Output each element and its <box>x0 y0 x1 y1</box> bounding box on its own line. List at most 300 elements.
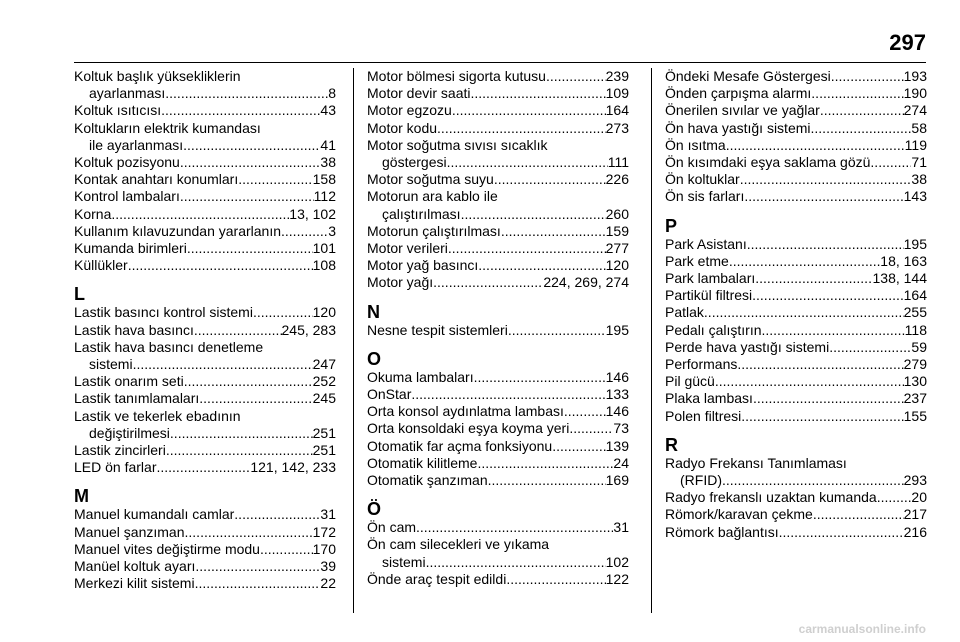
leader-dots <box>820 102 904 119</box>
entry-heading: Motor soğutma sıvısı sıcaklık <box>367 136 548 153</box>
entry-page-refs: 159 <box>605 222 629 239</box>
index-column-1 <box>74 68 336 592</box>
entry-term: Perde hava yastığı sistemi <box>665 338 830 355</box>
leader-dots <box>722 472 904 489</box>
entry-term: Römork bağlantısı <box>665 523 779 540</box>
entry-page-refs: 120 <box>312 304 336 321</box>
entry-term: Ön sis farları <box>665 188 745 205</box>
entry-term: Motor verileri <box>367 240 448 257</box>
entry-page-refs: 217 <box>903 506 927 523</box>
leader-dots <box>156 459 250 476</box>
leader-dots <box>744 188 903 205</box>
index-entry <box>74 304 336 321</box>
entry-page-refs: 20 <box>911 489 927 506</box>
leader-dots <box>448 240 606 257</box>
entry-page-refs: 274 <box>903 102 927 119</box>
entry-page-refs: 251 <box>312 424 336 441</box>
entry-page-refs: 73 <box>613 420 629 437</box>
page-number: 297 <box>889 30 926 55</box>
entry-page-refs: 8 <box>328 85 336 102</box>
entry-term: Kullanım kılavuzundan yararlanın <box>74 222 282 239</box>
leader-dots <box>494 171 606 188</box>
entry-term: Lastik tanımlamaları <box>74 390 200 407</box>
entry-page-refs: 216 <box>903 523 927 540</box>
entry-page-refs: 146 <box>605 403 629 420</box>
entry-term: Plaka lambası <box>665 390 753 407</box>
index-entry <box>367 257 629 274</box>
index-entry <box>74 257 336 274</box>
leader-dots <box>281 223 328 240</box>
entry-term: Lastik zincirleri <box>74 442 166 459</box>
leader-dots <box>128 257 313 274</box>
leader-dots <box>569 420 613 437</box>
index-entry <box>74 506 336 523</box>
entry-page-refs: 18, 163 <box>880 252 927 269</box>
entry-heading: Radyo Frekansı Tanımlaması <box>665 454 847 471</box>
entry-page-refs: 120 <box>605 257 629 274</box>
leader-dots <box>161 102 320 119</box>
leader-dots <box>747 236 904 253</box>
entry-page-refs: 193 <box>903 68 927 84</box>
leader-dots <box>552 438 605 455</box>
entry-page-refs: 102 <box>605 553 629 570</box>
index-entry <box>665 455 927 489</box>
entry-page-refs: 146 <box>605 368 629 385</box>
entry-continuation <box>367 154 629 171</box>
entry-page-refs: 277 <box>605 240 629 257</box>
header-rule <box>74 62 926 63</box>
entry-page-refs: 138, 144 <box>872 270 927 287</box>
index-entry <box>367 68 629 85</box>
entry-term: Ön ısıtma <box>665 136 726 153</box>
entry-heading: Ön cam silecekleri ve yıkama <box>367 536 550 553</box>
leader-dots <box>260 541 313 558</box>
entry-page-refs: 31 <box>320 506 336 523</box>
index-entry <box>665 356 927 373</box>
entry-term: Motorun çalıştırılması <box>367 222 501 239</box>
entry-term: Orta konsoldaki eşya koyma yeri <box>367 420 570 437</box>
column-divider <box>651 68 652 613</box>
entry-term: Patlak <box>665 304 704 321</box>
leader-dots <box>752 287 904 304</box>
leader-dots <box>184 373 313 390</box>
leader-dots <box>715 373 904 390</box>
entry-subterm: sistemi <box>382 553 426 570</box>
entry-subterm: çalıştırılması <box>382 205 461 222</box>
entry-page-refs: 139 <box>605 437 629 454</box>
index-entry <box>74 223 336 240</box>
index-entry <box>74 68 336 102</box>
entry-page-refs: 3 <box>328 222 336 239</box>
leader-dots <box>704 304 904 321</box>
entry-page-refs: 13, 102 <box>289 205 336 222</box>
index-entry <box>367 188 629 222</box>
entry-page-refs: 38 <box>320 154 336 171</box>
leader-dots <box>737 356 903 373</box>
index-entry <box>74 459 336 476</box>
leader-dots <box>474 369 606 386</box>
leader-dots <box>170 425 313 442</box>
entry-heading: Koltukların elektrik kumandası <box>74 119 261 136</box>
index-entry <box>367 102 629 119</box>
leader-dots <box>195 558 320 575</box>
index-letter-heading: R <box>665 434 678 455</box>
entry-term: Motor egzozu <box>367 102 452 119</box>
leader-dots <box>426 554 606 571</box>
entry-page-refs: 58 <box>911 119 927 136</box>
leader-dots <box>506 571 605 588</box>
entry-page-refs: 164 <box>605 102 629 119</box>
index-entry <box>367 223 629 240</box>
entry-page-refs: 38 <box>911 171 927 188</box>
entry-term: Ön hava yastığı sistemi <box>665 119 811 136</box>
leader-dots <box>753 390 904 407</box>
index-entry <box>367 403 629 420</box>
index-entry <box>665 390 927 407</box>
entry-term: Römork/karavan çekme <box>665 506 813 523</box>
index-entry <box>367 322 629 339</box>
entry-term: Motor devir saati <box>367 85 471 102</box>
leader-dots <box>779 524 904 541</box>
leader-dots <box>508 322 606 339</box>
index-entry <box>665 270 927 287</box>
index-entry <box>665 524 927 541</box>
entry-term: Pil gücü <box>665 373 715 390</box>
leader-dots <box>180 154 321 171</box>
index-entry <box>665 339 927 356</box>
index-entry <box>74 390 336 407</box>
index-entry <box>665 154 927 171</box>
index-entry <box>74 102 336 119</box>
entry-page-refs: 195 <box>903 235 927 252</box>
index-entry <box>74 206 336 223</box>
entry-term: Performans <box>665 356 738 373</box>
leader-dots <box>411 386 605 403</box>
index-entry <box>367 386 629 403</box>
entry-page-refs: 195 <box>605 321 629 338</box>
entry-term: Kontrol lambaları <box>74 188 180 205</box>
entry-term: Partikül filtresi <box>665 287 753 304</box>
index-entry <box>74 408 336 442</box>
index-entry <box>665 68 927 85</box>
entry-page-refs: 237 <box>903 390 927 407</box>
leader-dots <box>234 506 320 523</box>
entry-page-refs: 22 <box>320 575 336 592</box>
entry-term: Manuel şanzıman <box>74 523 185 540</box>
entry-continuation <box>367 206 629 223</box>
index-entry <box>74 373 336 390</box>
entry-page-refs: 273 <box>605 119 629 136</box>
entry-page-refs: 251 <box>312 442 336 459</box>
index-entry <box>665 373 927 390</box>
entry-subterm: sistemi <box>89 356 133 373</box>
entry-subterm: ile ayarlanması <box>89 136 184 153</box>
index-entry <box>367 472 629 489</box>
entry-term: Ön cam <box>367 519 417 536</box>
index-entry <box>367 369 629 386</box>
index-entry <box>74 442 336 459</box>
index-entry <box>367 137 629 171</box>
entry-heading: Lastik hava basıncı denetleme <box>74 338 264 355</box>
leader-dots <box>183 137 320 154</box>
leader-dots <box>165 85 328 102</box>
index-entry <box>665 171 927 188</box>
entry-term: Park lambaları <box>665 270 756 287</box>
entry-term: Öndeki Mesafe Göstergesi <box>665 68 831 84</box>
entry-term: Otomatik kilitleme <box>367 454 478 471</box>
entry-term: Kumanda birimleri <box>74 240 187 257</box>
entry-page-refs: 119 <box>904 136 927 153</box>
leader-dots <box>755 270 872 287</box>
entry-term: Manüel koltuk ayarı <box>74 558 196 575</box>
entry-heading: Lastik ve tekerlek ebadının <box>74 407 241 424</box>
entry-term: Önde araç tespit edildi <box>367 570 507 587</box>
index-entry <box>665 253 927 270</box>
leader-dots <box>180 188 314 205</box>
entry-page-refs: 109 <box>605 85 629 102</box>
entry-term: LED ön farlar <box>74 459 157 476</box>
entry-page-refs: 158 <box>312 171 336 188</box>
leader-dots <box>194 322 282 339</box>
entry-term: Ön kısımdaki eşya saklama gözü <box>665 154 871 171</box>
leader-dots <box>870 154 911 171</box>
index-entry <box>665 85 927 102</box>
index-entry <box>74 240 336 257</box>
entry-term: Motor bölmesi sigorta kutusu <box>367 68 546 84</box>
index-entry <box>74 171 336 188</box>
entry-heading: Koltuk başlık yüksekliklerin <box>74 68 241 84</box>
entry-page-refs: 172 <box>312 523 336 540</box>
index-entry <box>74 558 336 575</box>
entry-page-refs: 260 <box>605 205 629 222</box>
index-entry <box>74 154 336 171</box>
index-entry <box>367 171 629 188</box>
index-entry <box>367 455 629 472</box>
entry-term: Motor yağ basıncı <box>367 257 479 274</box>
entry-page-refs: 133 <box>605 386 629 403</box>
entry-term: Motor soğutma suyu <box>367 171 494 188</box>
entry-page-refs: 71 <box>911 154 927 171</box>
entry-term: Motor kodu <box>367 119 438 136</box>
index-entry <box>367 519 629 536</box>
leader-dots <box>564 403 606 420</box>
leader-dots <box>447 154 608 171</box>
index-letter-heading: L <box>74 284 85 305</box>
entry-page-refs: 224, 269, 274 <box>543 274 629 291</box>
entry-term: Manuel vites değiştirme modu <box>74 540 260 557</box>
entry-page-refs: 247 <box>312 356 336 373</box>
entry-term: Okuma lambaları <box>367 368 474 385</box>
entry-term: Ön koltuklar <box>665 171 740 188</box>
leader-dots <box>477 455 613 472</box>
entry-term: Koltuk pozisyonu <box>74 154 180 171</box>
leader-dots <box>811 120 912 137</box>
entry-page-refs: 111 <box>607 154 629 171</box>
index-entry <box>367 536 629 570</box>
entry-continuation <box>74 85 336 102</box>
leader-dots <box>199 390 312 407</box>
index-entry <box>74 120 336 154</box>
entry-page-refs: 31 <box>613 519 629 536</box>
index-entry <box>665 102 927 119</box>
index-letter-heading: Ö <box>367 499 382 520</box>
index-entry <box>665 304 927 321</box>
entry-term: Küllükler <box>74 257 128 274</box>
index-entry <box>74 339 336 373</box>
index-entry <box>367 240 629 257</box>
leader-dots <box>501 223 606 240</box>
index-entry <box>665 322 927 339</box>
leader-dots <box>813 506 904 523</box>
leader-dots <box>187 240 313 257</box>
entry-page-refs: 279 <box>903 356 927 373</box>
leader-dots <box>478 257 605 274</box>
index-entry <box>665 489 927 506</box>
index-entry <box>665 137 927 154</box>
index-entry <box>74 575 336 592</box>
index-entry <box>665 188 927 205</box>
entry-term: Otomatik şanzıman <box>367 472 488 489</box>
entry-term: Lastik basıncı kontrol sistemi <box>74 304 253 321</box>
leader-dots <box>811 85 903 102</box>
entry-page-refs: 164 <box>903 287 927 304</box>
entry-page-refs: 39 <box>320 558 336 575</box>
index-letter-heading: N <box>367 301 380 322</box>
entry-page-refs: 118 <box>904 321 927 338</box>
entry-continuation <box>74 356 336 373</box>
entry-page-refs: 255 <box>903 304 927 321</box>
index-entry <box>74 188 336 205</box>
index-entry <box>74 524 336 541</box>
entry-page-refs: 293 <box>903 472 927 489</box>
entry-continuation <box>665 472 927 489</box>
entry-term: Polen filtresi <box>665 407 742 424</box>
index-entry <box>74 322 336 339</box>
leader-dots <box>185 524 313 541</box>
leader-dots <box>740 171 912 188</box>
entry-term: OnStar <box>367 386 412 403</box>
index-entry <box>665 287 927 304</box>
index-entry <box>367 120 629 137</box>
entry-term: Korna <box>74 205 112 222</box>
leader-dots <box>762 322 905 339</box>
entry-term: Pedalı çalıştırın <box>665 321 762 338</box>
entry-subterm: göstergesi <box>382 154 447 171</box>
entry-term: Kontak anahtarı konumları <box>74 171 239 188</box>
entry-heading: Motorun ara kablo ile <box>367 188 498 205</box>
index-letter-heading: O <box>367 348 382 369</box>
entry-page-refs: 108 <box>312 257 336 274</box>
leader-dots <box>133 356 313 373</box>
index-entry <box>665 236 927 253</box>
entry-term: Lastik onarım seti <box>74 373 184 390</box>
entry-term: Önden çarpışma alarmı <box>665 85 812 102</box>
index-column-2 <box>367 68 629 588</box>
entry-page-refs: 24 <box>613 454 629 471</box>
entry-page-refs: 112 <box>313 188 336 205</box>
leader-dots <box>488 472 606 489</box>
leader-dots <box>111 206 289 223</box>
entry-page-refs: 226 <box>605 171 629 188</box>
entry-term: Orta konsol aydınlatma lambası <box>367 403 564 420</box>
index-entry <box>367 438 629 455</box>
leader-dots <box>546 68 606 85</box>
entry-page-refs: 59 <box>911 338 927 355</box>
leader-dots <box>877 489 912 506</box>
leader-dots <box>166 442 313 459</box>
entry-page-refs: 252 <box>312 373 336 390</box>
entry-page-refs: 239 <box>605 68 629 84</box>
entry-page-refs: 130 <box>903 373 927 390</box>
entry-page-refs: 101 <box>312 240 336 257</box>
index-letter-heading: P <box>665 215 678 236</box>
index-entry <box>74 541 336 558</box>
index-entry <box>367 571 629 588</box>
entry-page-refs: 122 <box>605 570 629 587</box>
entry-term: Nesne tespit sistemleri <box>367 321 508 338</box>
column-divider <box>353 68 354 613</box>
watermark: carmanualsonline.info <box>798 622 926 636</box>
entry-term: Merkezi kilit sistemi <box>74 575 195 592</box>
index-letter-heading: M <box>74 486 89 507</box>
entry-page-refs: 170 <box>312 540 336 557</box>
leader-dots <box>437 120 606 137</box>
entry-subterm: ayarlanması <box>89 85 166 102</box>
leader-dots <box>195 575 321 592</box>
index-entry <box>367 85 629 102</box>
entry-term: Manuel kumandalı camlar <box>74 506 235 523</box>
entry-term: Park Asistanı <box>665 235 747 252</box>
entry-page-refs: 155 <box>903 407 927 424</box>
leader-dots <box>452 102 606 119</box>
entry-continuation <box>367 554 629 571</box>
entry-continuation <box>74 425 336 442</box>
entry-continuation <box>74 137 336 154</box>
leader-dots <box>729 253 880 270</box>
leader-dots <box>433 274 543 291</box>
leader-dots <box>741 408 903 425</box>
entry-page-refs: 143 <box>903 188 927 205</box>
entry-page-refs: 41 <box>320 136 336 153</box>
entry-term: Önerilen sıvılar ve yağlar <box>665 102 820 119</box>
leader-dots <box>829 339 911 356</box>
entry-term: Motor yağı <box>367 274 434 291</box>
index-entry <box>367 274 629 291</box>
leader-dots <box>416 519 613 536</box>
leader-dots <box>470 85 605 102</box>
leader-dots <box>253 304 313 321</box>
entry-page-refs: 43 <box>320 102 336 119</box>
index-entry <box>665 120 927 137</box>
index-entry <box>665 506 927 523</box>
leader-dots <box>461 206 606 223</box>
leader-dots <box>238 171 312 188</box>
entry-term: Lastik hava basıncı <box>74 321 194 338</box>
entry-page-refs: 245 <box>312 390 336 407</box>
leader-dots <box>831 68 904 85</box>
index-column-3 <box>665 68 927 541</box>
leader-dots <box>726 137 905 154</box>
entry-subterm: değiştirilmesi <box>89 424 170 441</box>
entry-page-refs: 121, 142, 233 <box>250 459 336 476</box>
entry-subterm: (RFID) <box>680 472 722 489</box>
entry-term: Koltuk ısıtıcısı <box>74 102 162 119</box>
entry-term: Otomatik far açma fonksiyonu <box>367 437 553 454</box>
entry-page-refs: 190 <box>903 85 927 102</box>
index-entry <box>367 420 629 437</box>
entry-term: Radyo frekanslı uzaktan kumanda <box>665 489 877 506</box>
entry-term: Park etme <box>665 252 729 269</box>
